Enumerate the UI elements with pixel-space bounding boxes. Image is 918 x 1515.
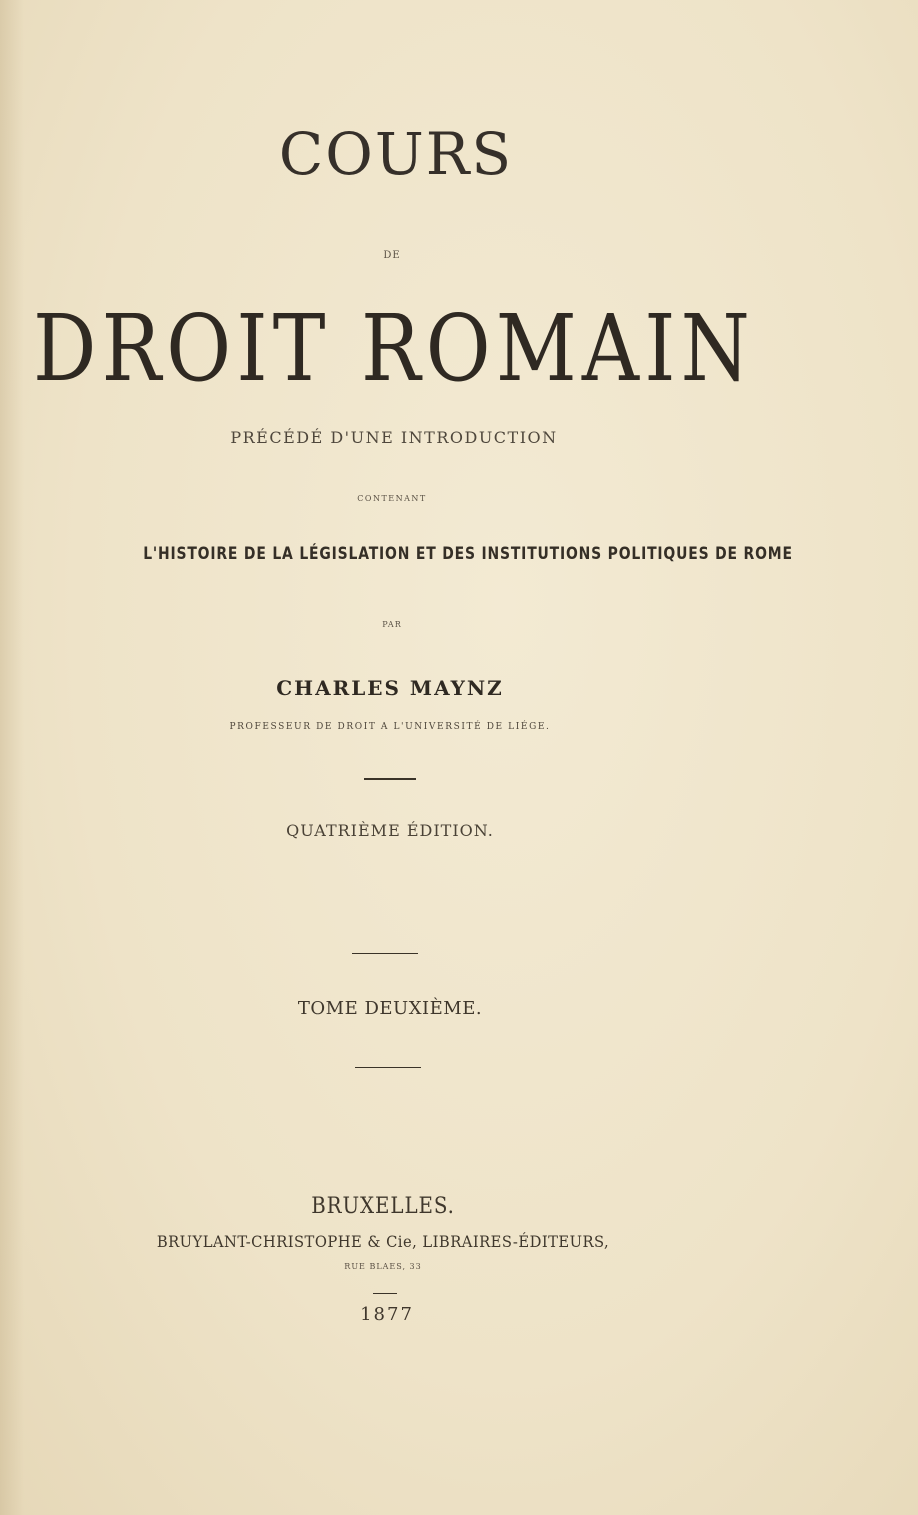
by-label: PAR [382, 620, 402, 629]
page-edge-shadow [0, 0, 24, 1515]
imprint-year: 1877 [360, 1304, 414, 1325]
divider-rule [373, 1293, 397, 1294]
subtitle-precede: PRÉCÉDÉ D'UNE INTRODUCTION [230, 428, 558, 447]
divider-rule [352, 953, 418, 954]
imprint-publisher: BRUYLANT-CHRISTOPHE & Cie, LIBRAIRES-ÉDITEURS, [156, 1232, 610, 1251]
divider-rule [355, 1067, 421, 1068]
title-connector-de: DE [383, 250, 401, 261]
subtitle-histoire: L'HISTOIRE DE LA LÉGISLATION ET DES INSTITUTIONS POLITIQUES DE ROME [143, 544, 793, 564]
imprint-city: BRUXELLES. [311, 1194, 455, 1219]
title-line-cours: COURS [278, 120, 514, 188]
subtitle-contenant: CONTENANT [357, 494, 427, 503]
author-name: CHARLES MAYNZ [276, 676, 504, 700]
imprint-address: RUE BLAES, 33 [344, 1262, 422, 1271]
divider-rule [364, 778, 416, 780]
volume-label: TOME DEUXIÈME. [297, 998, 483, 1019]
edition-label: QUATRIÈME ÉDITION. [286, 821, 494, 840]
main-title: DROIT ROMAIN [32, 295, 756, 402]
author-title: PROFESSEUR DE DROIT A L'UNIVERSITÉ DE LIÉGE. [229, 722, 551, 732]
